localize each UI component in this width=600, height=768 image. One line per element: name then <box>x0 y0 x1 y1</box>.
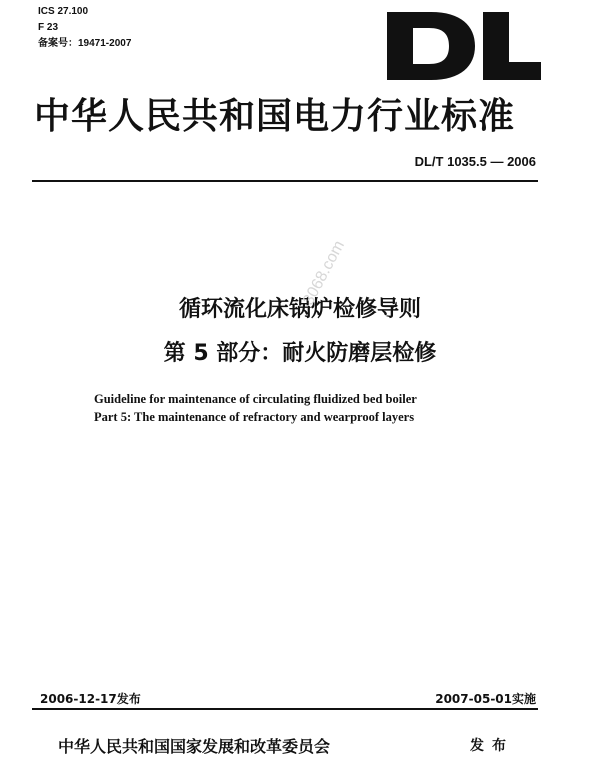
footer-divider <box>32 708 538 710</box>
standard-category-title: 中华人民共和国电力行业标准 <box>34 96 516 137</box>
dl-logo-l <box>483 12 541 80</box>
category-code: F 23 <box>38 22 59 33</box>
title-chinese-line2: 第 5 部分：耐火防磨层检修 <box>163 341 437 366</box>
ics-code: ICS 27.100 <box>38 6 89 17</box>
title-english-line2: Part 5: The maintenance of refractory and wearproof layers <box>94 410 415 424</box>
classification-codes <box>38 4 131 52</box>
title-english-line1: Guideline for maintenance of circulating fluidized bed boiler <box>94 392 417 406</box>
header-divider <box>32 180 538 182</box>
publisher-name: 中华人民共和国国家发展和改革委员会 <box>58 737 331 756</box>
standard-number: DL/T 1035.5 — 2006 <box>414 154 536 169</box>
dl-logo <box>383 8 543 84</box>
title-chinese-line1: 循环流化床锅炉检修导则 <box>178 297 421 322</box>
filing-number: 备案号：19471-2007 <box>38 38 132 49</box>
watermark-text: 3068.com <box>300 237 348 308</box>
publish-label: 发布 <box>470 738 514 754</box>
dl-logo-d <box>387 12 475 80</box>
issue-date: 2006-12-17发布 <box>40 692 141 706</box>
implementation-date: 2007-05-01实施 <box>435 692 536 706</box>
